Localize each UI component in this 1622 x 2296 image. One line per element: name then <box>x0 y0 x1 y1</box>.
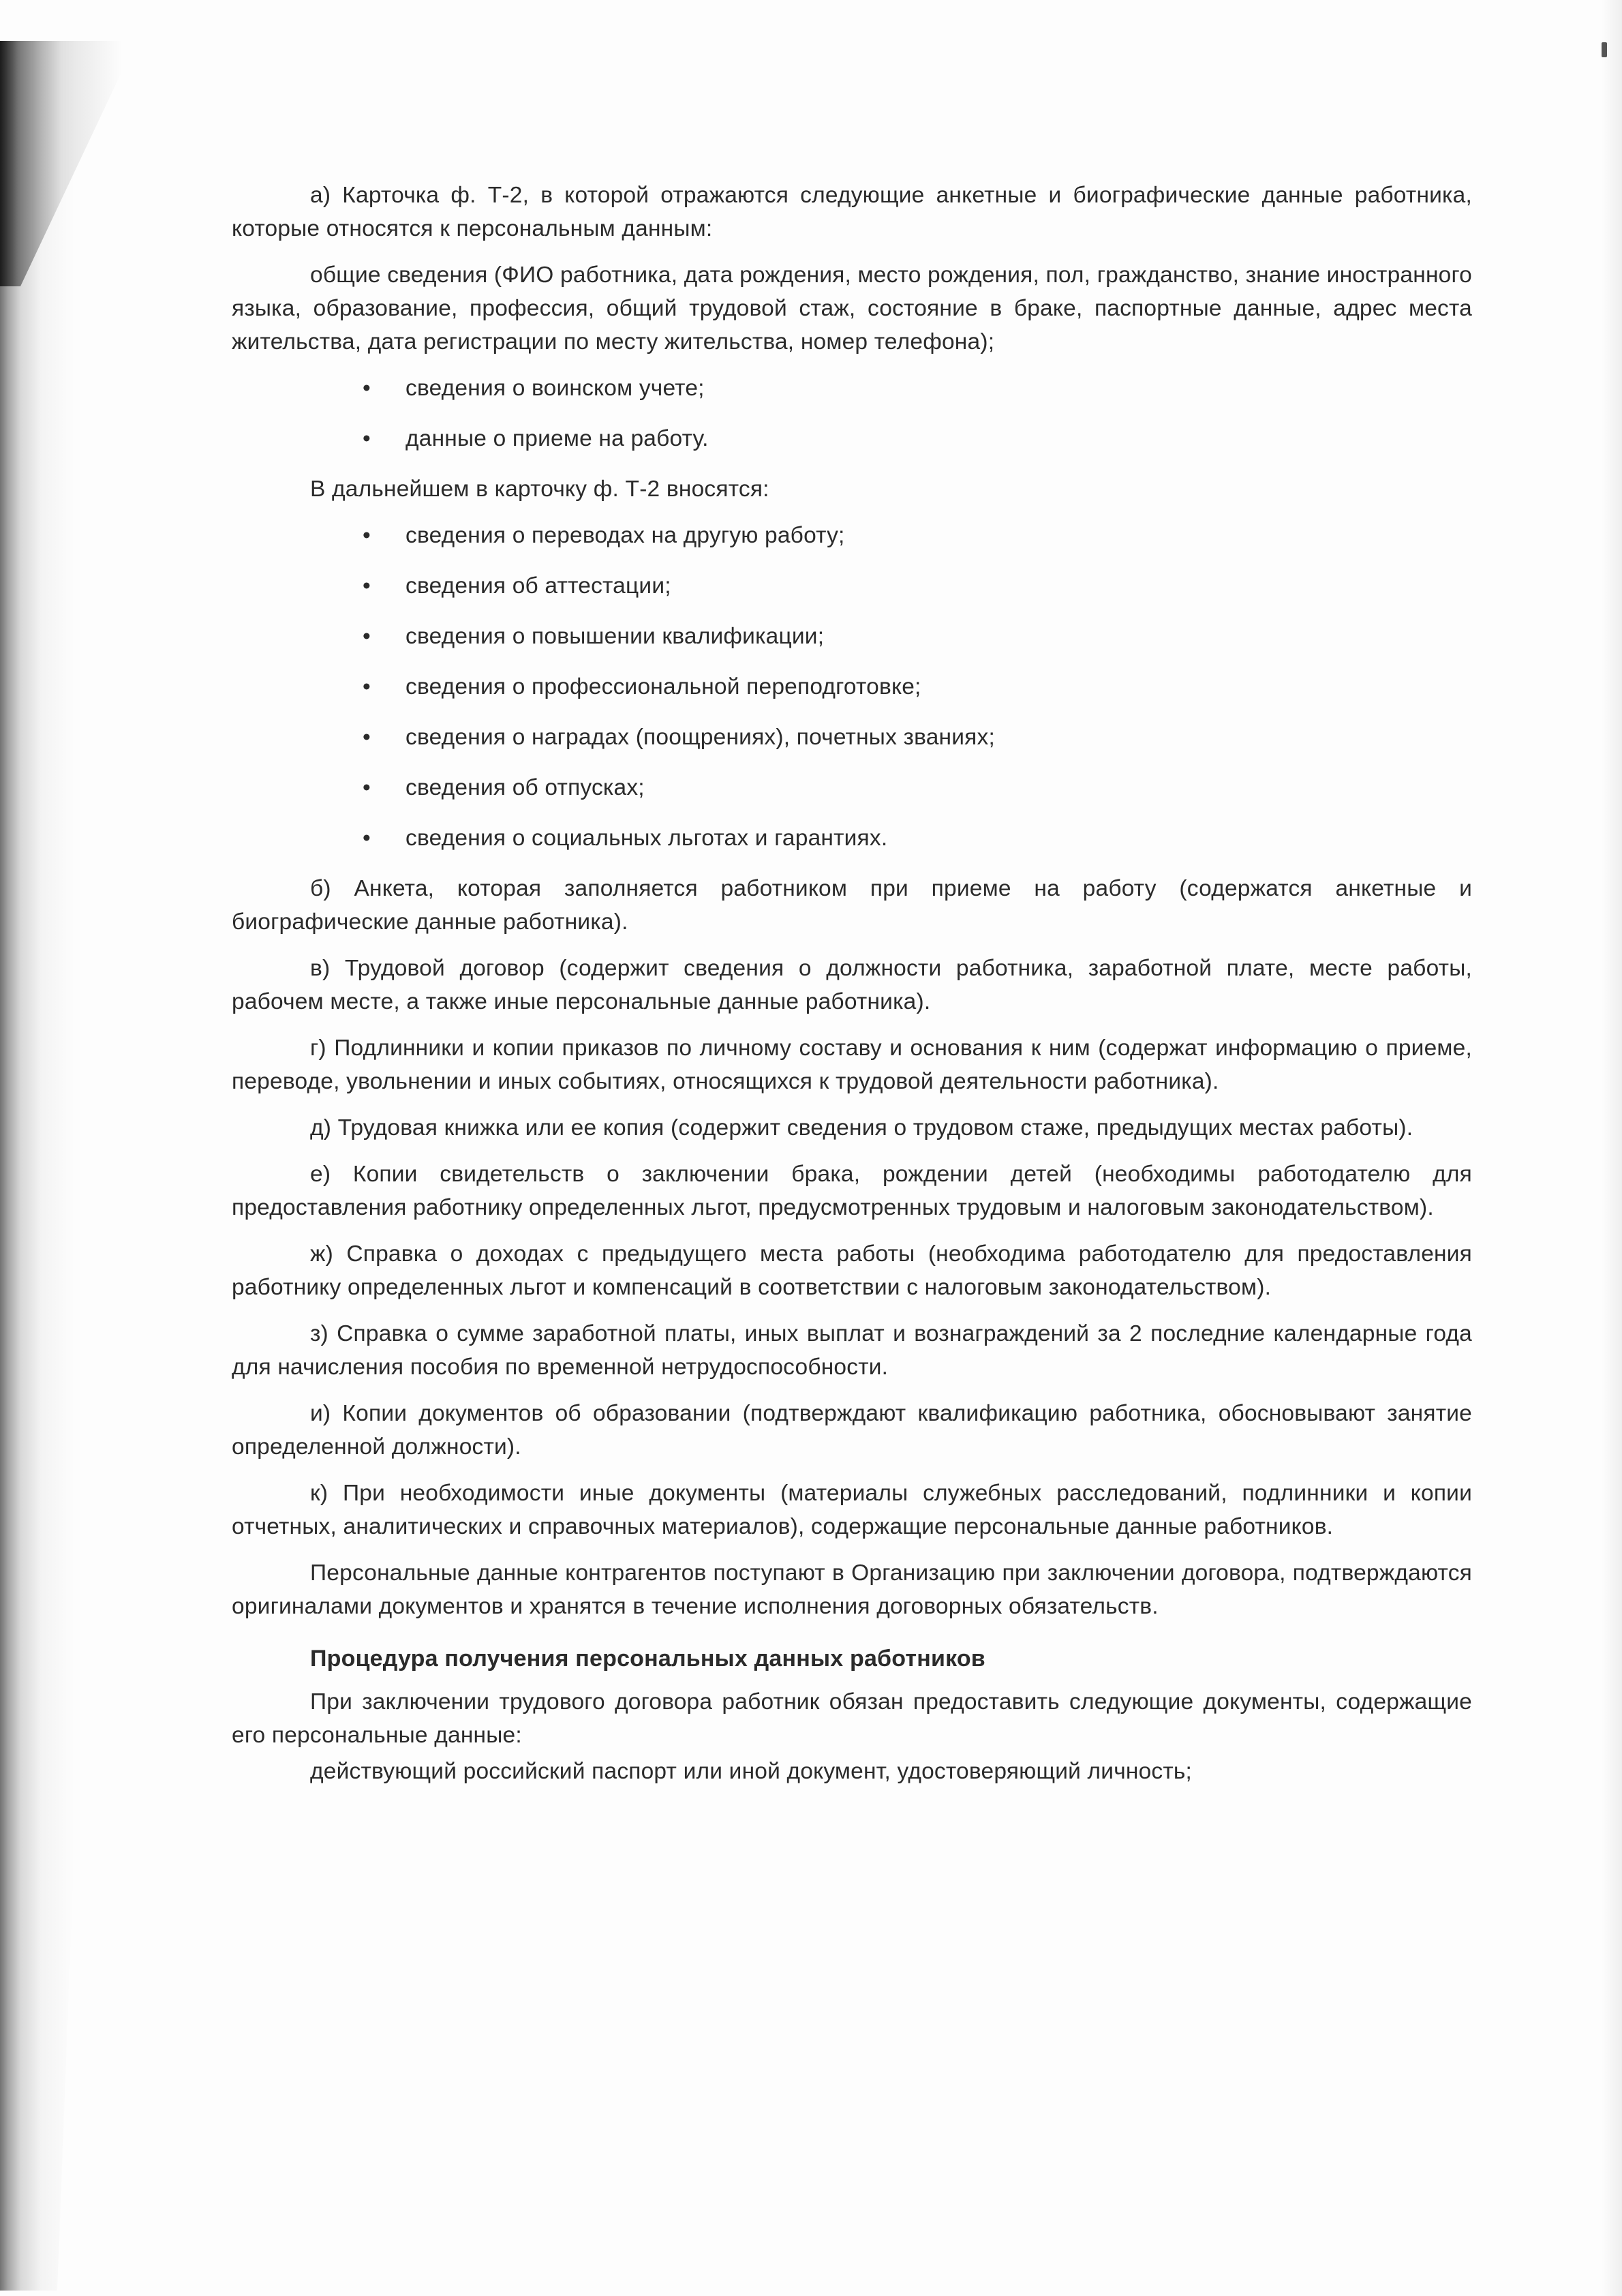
list-item: • сведения о повышении квалификации; <box>232 620 1472 653</box>
bullet-icon: • <box>363 426 371 451</box>
paragraph-passport: действующий российский паспорт или иной документ, удостоверяющий личность; <box>310 1759 1193 1784</box>
list-item: • сведения о наградах (поощрениях), почетных званиях; <box>232 721 1472 754</box>
paragraph-general-info: общие сведения (ФИО работника, дата рождения, место рождения, пол, гражданство, знание иностранного языка, образование, профессия, общий трудовой стаж, состояние в браке, паспортные данные, адрес места жительства, дата регистрации по месту жительства, номер телефона); <box>232 262 1473 354</box>
paragraph-v: в) Трудовой договор (содержит сведения о должности работника, заработной плате, месте работы, рабочем месте, а также иные персональные данные работника). <box>232 956 1472 1014</box>
list-item: • сведения об аттестации; <box>232 569 1472 603</box>
bullet-icon: • <box>363 624 371 649</box>
section-heading: Процедура получения персональных данных работников <box>310 1646 985 1672</box>
list-item: • сведения о профессиональной переподготовке; <box>232 670 1472 704</box>
bullet-icon: • <box>363 674 371 699</box>
scan-shadow-top-left <box>0 41 136 286</box>
paragraph-d: д) Трудовая книжка или ее копия (содержит сведения о трудовом стаже, предыдущих местах работы). <box>310 1115 1413 1141</box>
bullet-icon: • <box>363 725 371 750</box>
list-item: • сведения о воинском учете; <box>232 372 1472 405</box>
staple-mark <box>1602 42 1607 57</box>
scan-shadow-right <box>1602 0 1622 2296</box>
paragraph-z: з) Справка о сумме заработной платы, иных выплат и вознаграждений за 2 последние календарные года для начисления пособия по временной нетрудоспособности. <box>232 1321 1472 1380</box>
bullet-icon: • <box>363 826 371 851</box>
paragraph-contractors: Персональные данные контрагентов поступают в Организацию при заключении договора, подтверждаются оригиналами документов и хранятся в течение исполнения договорных обязательств. <box>232 1560 1472 1619</box>
list-item: • сведения об отпусках; <box>232 771 1472 804</box>
paragraph-later-entries: В дальнейшем в карточку ф. Т-2 вносятся: <box>310 477 769 502</box>
bullet-icon: • <box>363 775 371 800</box>
paragraph-g: г) Подлинники и копии приказов по личному составу и основания к ним (содержат информацию о приеме, переводе, увольнении и иных событиях, относящихся к трудовой деятельности работника). <box>232 1036 1472 1094</box>
paragraph-a: а) Карточка ф. Т-2, в которой отражаются следующие анкетные и биографические данные работника, которые относятся к персональным данным: <box>232 183 1472 241</box>
list-initial-info <box>232 372 1472 455</box>
bullet-icon: • <box>363 376 371 401</box>
paragraph-procedure: При заключении трудового договора работник обязан предоставить следующие документы, содержащие его персональные данные: <box>232 1689 1472 1748</box>
list-item: • данные о приеме на работу. <box>232 422 1472 455</box>
document-body <box>232 179 1472 1801</box>
paragraph-e: е) Копии свидетельств о заключении брака, рождении детей (необходимы работодателю для предоставления работнику определенных льгот, предусмотренных трудовым и налоговым законодательством). <box>232 1162 1472 1220</box>
paragraph-k: к) При необходимости иные документы (материалы служебных расследований, подлинники и копии отчетных, аналитических и справочных материалов), содержащие персональные данные работников. <box>232 1481 1472 1539</box>
paragraph-zh: ж) Справка о доходах с предыдущего места работы (необходима работодателю для предоставления работнику определенных льгот и компенсаций в соответствии с налоговым законодательством). <box>232 1241 1472 1300</box>
bullet-icon: • <box>363 523 371 548</box>
list-later-entries <box>232 519 1472 855</box>
list-item: • сведения о переводах на другую работу; <box>232 519 1472 552</box>
bullet-icon: • <box>363 573 371 599</box>
paragraph-b: б) Анкета, которая заполняется работником при приеме на работу (содержатся анкетные и биографические данные работника). <box>232 876 1472 935</box>
paragraph-i: и) Копии документов об образовании (подтверждают квалификацию работника, обосновывают занятие определенной должности). <box>232 1401 1472 1460</box>
scan-shadow-left <box>0 41 143 2291</box>
list-item: • сведения о социальных льготах и гарантиях. <box>232 821 1472 855</box>
